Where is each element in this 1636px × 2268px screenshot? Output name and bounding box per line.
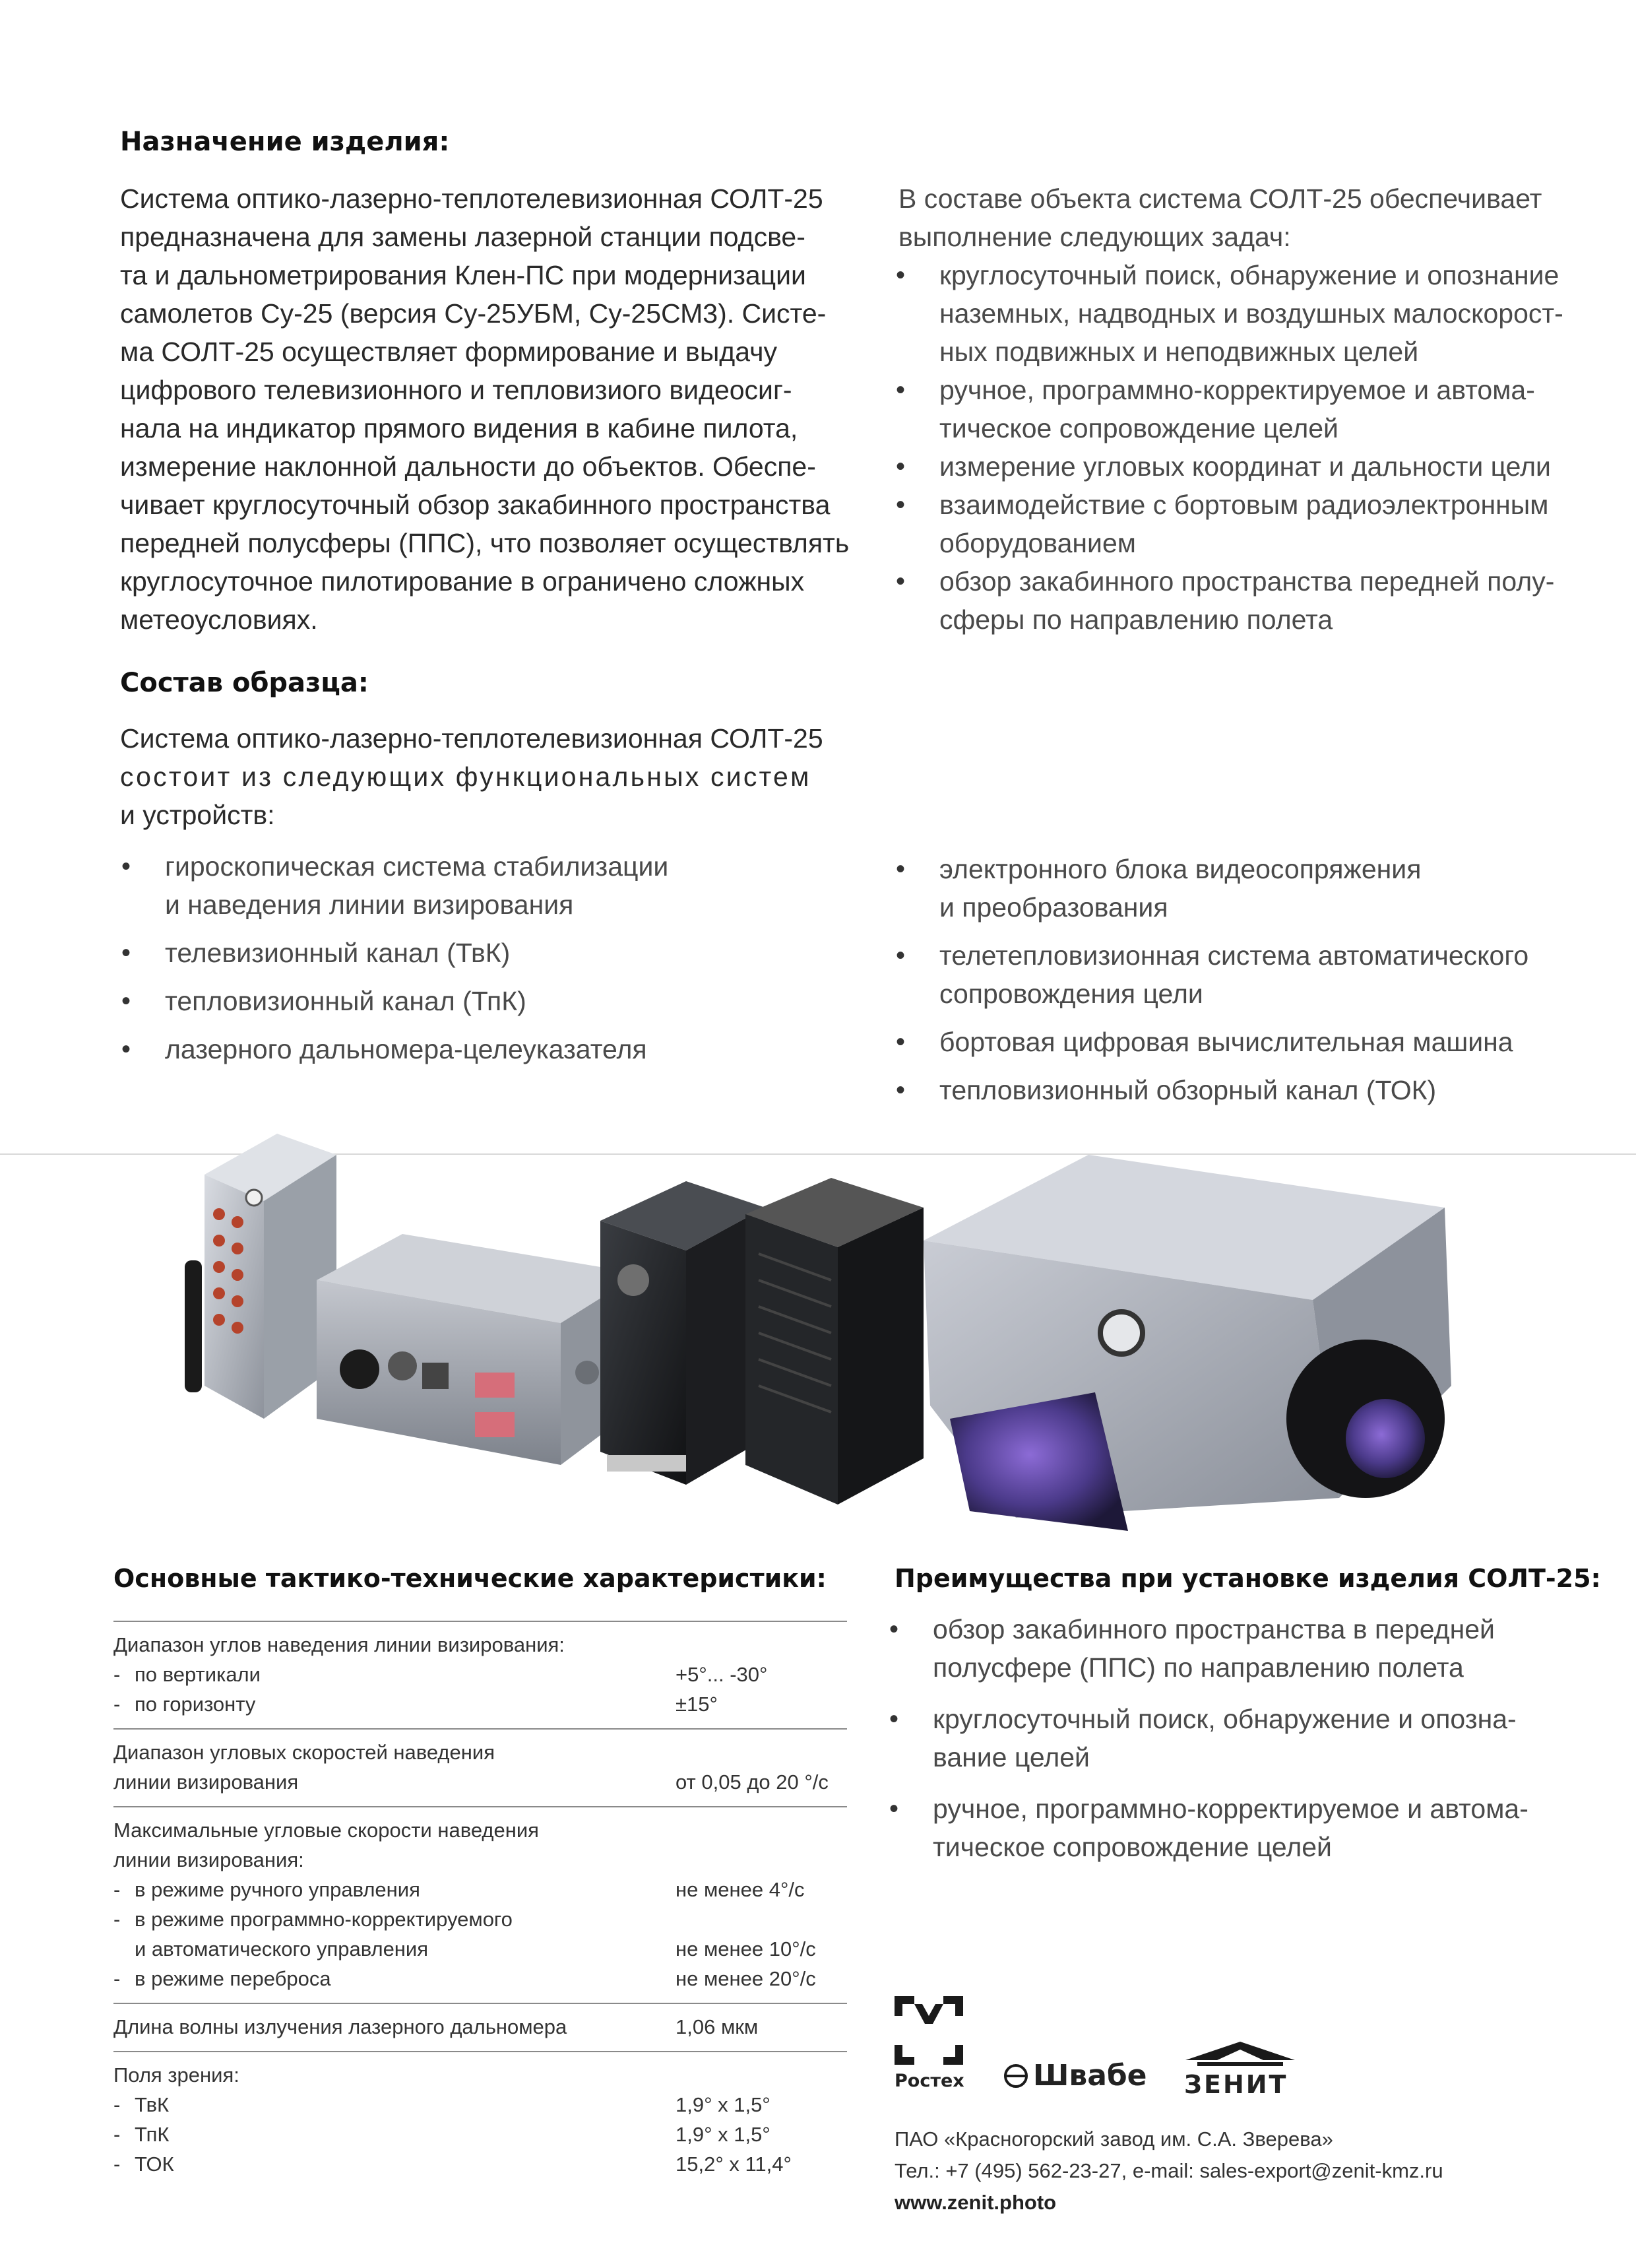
bullet-icon: • [121,938,131,967]
spec-label [113,1934,676,1964]
item-line: бортовая цифровая вычислительная машина [939,1027,1513,1057]
dash: - [113,2153,121,2176]
table-row [113,2090,847,2120]
bullet-icon: • [896,490,906,519]
item-line: и преобразования [939,892,1168,923]
composition-line: и устройств: [120,800,275,830]
shvabe-logo-text: Швабе [1033,2059,1147,2092]
bullet-icon: • [121,1035,131,1064]
tasks-intro-line: В составе объекта система СОЛТ-25 обеспечивает [898,183,1542,214]
item-line: гироскопическая система стабилизации [165,851,669,882]
spec-label: Максимальные угловые скорости наведения [113,1819,539,1842]
list-item [891,447,1596,486]
item-line: наземных, надводных и воздушных малоскорост- [939,298,1563,329]
zenit-mark-icon [1184,2040,1296,2067]
rostec-logo-text: Ростех [895,2071,964,2091]
shvabe-logo [1003,2059,1147,2092]
item-line: сферы по направлению полета [939,604,1333,635]
spec-value: не менее 10°/с [676,1937,816,1960]
website-link[interactable]: www.zenit.photo [895,2191,1057,2214]
unit-black-box [600,1181,765,1485]
composition-paragraph [120,719,865,834]
purpose-line: круглосуточное пилотирование в ограничено сложных [120,566,805,597]
bullet-icon: • [896,452,906,481]
contacts-block [895,2123,1620,2219]
item-line: ных подвижных и неподвижных целей [939,337,1419,367]
spec-group-fields-of-view [113,2051,847,2188]
spec-label: Длина волны излучения лазерного дальномера [113,2015,567,2038]
dash: - [113,1663,121,1686]
spec-value: 1,9° х 1,5° [676,2093,771,2116]
item-line: круглосуточный поиск, обнаружение и опознание [939,260,1559,290]
list-item [116,847,868,924]
item-line: тическое сопровождение целей [933,1832,1332,1862]
tasks-block [898,179,1591,639]
dash: - [113,2093,121,2116]
spec-value: 1,9° х 1,5° [676,2123,771,2146]
spec-label: линии визирования [113,1770,299,1794]
phone-email[interactable]: Тел.: +7 (495) 562-23-27, e-mail: sales-export@zenit-kmz.ru [895,2159,1443,2182]
table-row [113,2012,847,2042]
company-name: ПАО «Красногорский завод им. С.А. Зверева» [895,2127,1333,2151]
advantages-list [884,1610,1596,1879]
rostec-mark-icon [895,1996,963,2065]
specs-heading: Основные тактико-технические характеристики: [113,1564,827,1593]
spec-label [113,2090,676,2120]
dash: - [113,1908,121,1931]
zenit-logo-text: ЗЕНИТ [1184,2070,1288,2099]
item-line: измерение угловых координат и дальности цели [939,451,1551,482]
spec-value: не менее 4°/с [676,1878,805,1901]
spec-label: Диапазон угловых скоростей наведения [113,1741,495,1764]
spec-sub-label: в режиме ручного управления [135,1878,420,1901]
shvabe-mark-icon [1003,2063,1029,2089]
composition-line: Система оптико-лазерно-теплотелевизионная СОЛТ-25 [120,723,823,754]
table-row [113,1815,847,1845]
list-item [116,934,868,972]
table-row [113,1660,847,1689]
composition-right-list [891,850,1603,1119]
item-line: и наведения линии визирования [165,890,574,920]
bullet-icon: • [889,1794,899,1823]
table-row [113,1904,847,1934]
dash: - [113,1693,121,1716]
table-row [113,2060,847,2090]
spec-value: от 0,05 до 20 °/с [676,1770,829,1794]
dash: - [113,1967,121,1990]
purpose-line: ма СОЛТ-25 осуществляет формирование и выдачу [120,337,777,367]
spec-label [113,1964,676,1993]
spec-label [113,1660,676,1689]
zenit-logo [1184,2040,1296,2099]
item-line: вание целей [933,1742,1090,1772]
bullet-icon: • [896,941,906,970]
list-item [891,850,1603,926]
item-line: тепловизионный канал (ТпК) [165,986,526,1016]
list-item [884,1700,1596,1776]
spec-sub-label: и автоматического управления [135,1937,429,1960]
spec-label [113,1875,676,1904]
bullet-icon: • [889,1615,899,1644]
purpose-line: предназначена для замены лазерной станции подсве- [120,222,805,252]
bullet-icon: • [896,855,906,884]
spec-label [113,2149,676,2179]
item-line: электронного блока видеосопряжения [939,854,1422,884]
list-item [891,486,1596,562]
tasks-list [891,256,1596,639]
unit-interface-box [317,1234,640,1465]
tasks-intro-line: выполнение следующих задач: [898,222,1291,252]
advantages-heading: Преимущества при установке изделия СОЛТ-25: [895,1564,1601,1593]
item-line: лазерного дальномера-целеуказателя [165,1034,647,1064]
purpose-line: та и дальнометрирования Клен-ПС при модернизации [120,260,806,290]
spec-value: ±15° [676,1693,718,1716]
list-item [891,936,1603,1013]
rostec-logo [895,1996,967,2091]
spec-value: 15,2° х 11,4° [676,2153,792,2176]
spec-group-max-speeds [113,1806,847,2003]
spec-label [113,1689,676,1719]
spec-value: +5°... -30° [676,1663,768,1686]
purpose-line: нала на индикатор прямого видения в кабине пилота, [120,413,798,443]
bullet-icon: • [896,1027,906,1056]
spec-group-angular-speeds [113,1728,847,1806]
dash: - [113,2123,121,2146]
item-line: взаимодействие с бортовым радиоэлектронным [939,490,1549,520]
list-item [891,1071,1603,1109]
table-row [113,1934,847,1964]
bullet-icon: • [121,852,131,881]
dash: - [113,1878,121,1901]
bullet-icon: • [896,375,906,405]
spec-label: линии визирования: [113,1848,304,1871]
item-line: ручное, программно-корректируемое и автома- [933,1794,1528,1824]
bullet-icon: • [889,1704,899,1733]
specs-table [113,1621,847,2188]
table-row [113,1875,847,1904]
spec-group-laser-wavelength [113,2003,847,2051]
purpose-line: цифрового телевизионного и тепловизиого видеосиг- [120,375,792,405]
item-line: обзор закабинного пространства передней полу- [939,566,1555,597]
spec-label: Диапазон углов наведения линии визирования: [113,1633,565,1656]
spec-label: Поля зрения: [113,2063,239,2087]
unit-computer-box [745,1178,924,1505]
bullet-icon: • [896,1076,906,1105]
purpose-line: метеоусловиях. [120,604,318,635]
item-line: тическое сопровождение целей [939,413,1338,443]
table-row [113,1767,847,1797]
composition-left-list [116,847,868,1078]
product-photo [178,1109,1524,1544]
spec-value: не менее 20°/с [676,1967,816,1990]
item-line: оборудованием [939,528,1136,558]
purpose-line: измерение наклонной дальности до объектов. Обеспе- [120,451,816,482]
list-item [891,371,1596,447]
bullet-icon: • [121,987,131,1016]
item-line: ручное, программно-корректируемое и автома- [939,375,1535,405]
spec-sub-label: ТвК [135,2093,170,2116]
table-row [113,1737,847,1767]
bullet-icon: • [896,567,906,596]
spec-sub-label: по вертикали [135,1663,261,1686]
item-line: телетепловизионная система автоматического [939,940,1529,971]
list-item [891,562,1596,639]
spec-group-aiming-angles [113,1621,847,1728]
purpose-line: передней полусферы (ППС), что позволяет осуществлять [120,528,850,558]
unit-control-box [185,1134,336,1419]
item-line: тепловизионный обзорный канал (ТОК) [939,1075,1437,1105]
item-line: круглосуточный поиск, обнаружение и опозна- [933,1704,1517,1734]
composition-heading: Состав образца: [120,668,369,698]
item-line: обзор закабинного пространства в передней [933,1614,1495,1644]
table-row [113,1630,847,1660]
spec-sub-label: ТпК [135,2123,170,2146]
table-row [113,1689,847,1719]
table-row [113,2120,847,2149]
table-row [113,2149,847,2179]
purpose-line: чивает круглосуточный обзор закабинного пространства [120,490,831,520]
spec-sub-label: в режиме программно-корректируемого [135,1908,513,1931]
list-item [884,1610,1596,1687]
composition-line: состоит из следующих функциональных систем [120,761,811,792]
list-item [116,1030,868,1068]
item-line: телевизионный канал (ТвК) [165,938,511,968]
spec-label [113,2120,676,2149]
list-item [891,256,1596,371]
bullet-icon: • [896,261,906,290]
purpose-line: самолетов Су-25 (версия Су-25УБМ, Су-25СМ3). Систе- [120,298,827,329]
spec-value: 1,06 мкм [676,2015,759,2038]
item-line: сопровождения цели [939,979,1203,1009]
list-item [891,1023,1603,1061]
list-item [884,1790,1596,1866]
unit-optical-head [924,1155,1451,1531]
table-row [113,1845,847,1875]
spec-label [113,1904,847,1934]
table-row [113,1964,847,1993]
spec-sub-label: по горизонту [135,1693,256,1716]
item-line: полусфере (ППС) по направлению полета [933,1652,1464,1683]
list-item [116,982,868,1020]
spec-sub-label: в режиме переброса [135,1967,331,1990]
purpose-line: Система оптико-лазерно-теплотелевизионная СОЛТ-25 [120,183,823,214]
spec-sub-label: ТОК [135,2153,174,2176]
purpose-paragraph [120,179,865,639]
purpose-heading: Назначение изделия: [120,127,450,157]
